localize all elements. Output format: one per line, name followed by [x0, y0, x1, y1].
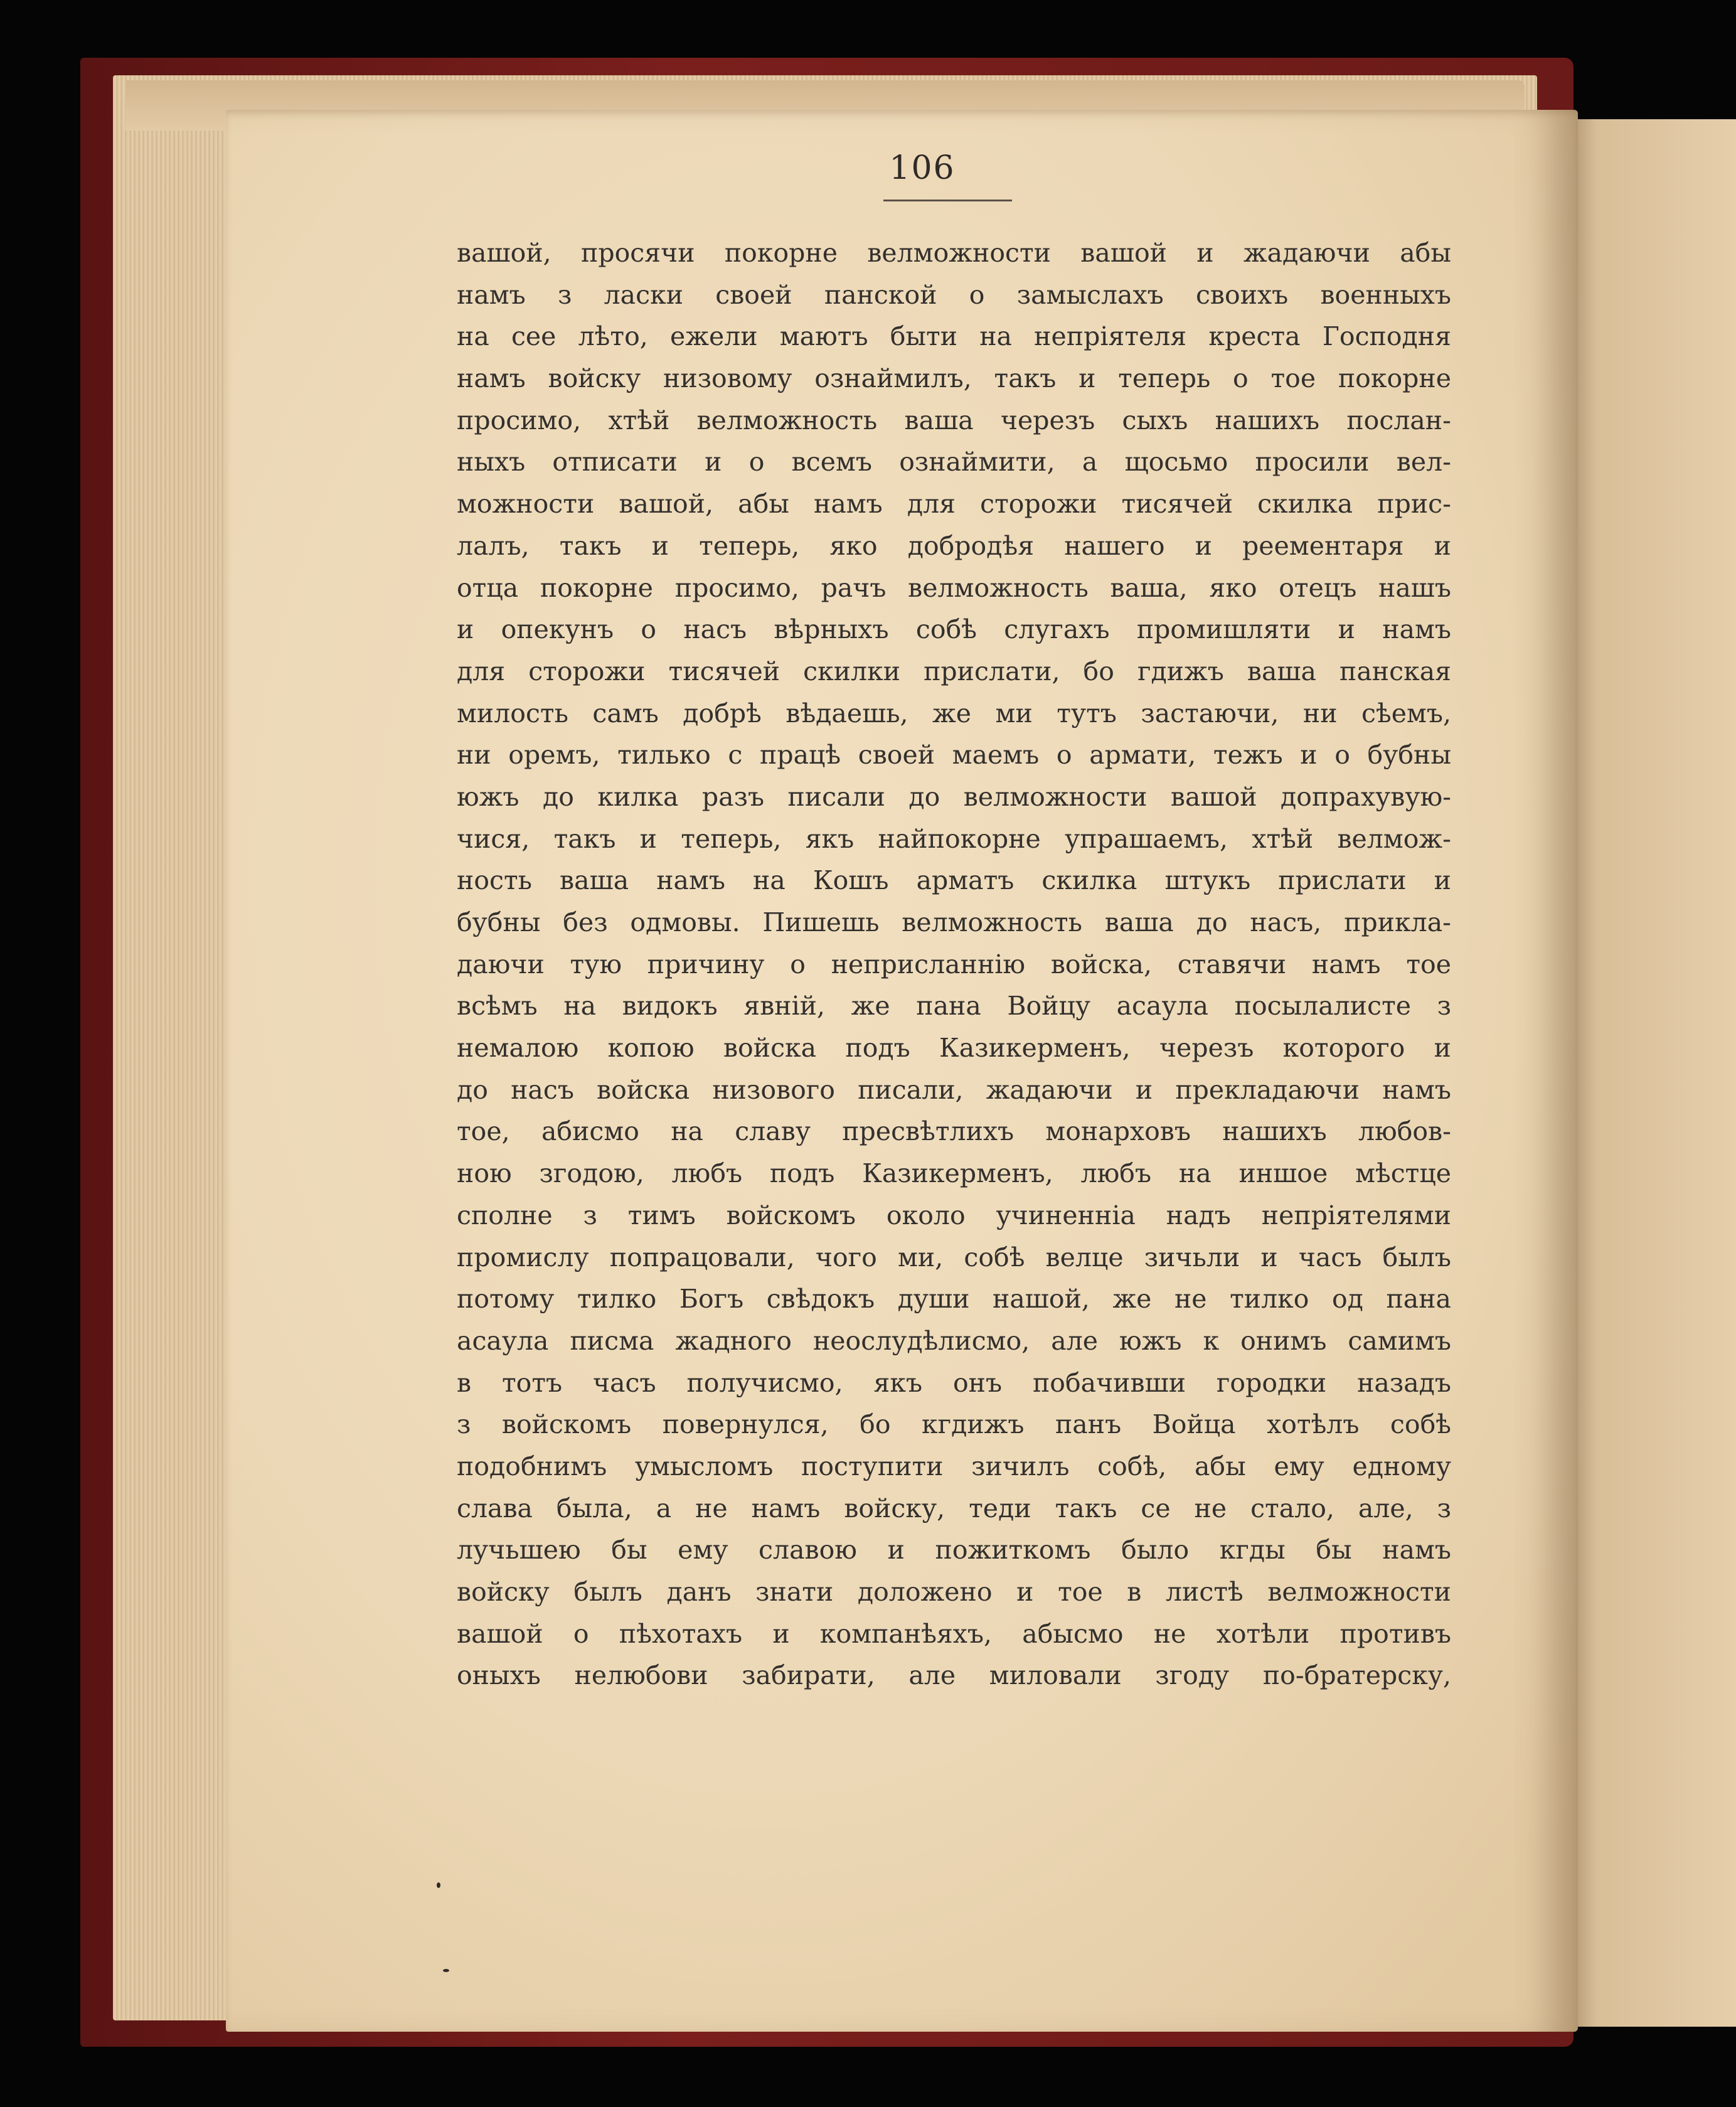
text-line: ность ваша намъ на Кошъ арматъ скилка штукъ прислати и	[457, 865, 1451, 896]
text-line: промислу попрацовали, чого ми, собѣ велце зичьли и часъ былъ	[457, 1242, 1451, 1272]
ink-speck	[443, 1969, 449, 1972]
text-line: асаула писма жадного неослудѣлисмо, але южъ к онимъ самимъ	[457, 1325, 1451, 1356]
text-line: милость самъ добрѣ вѣдаешь, же ми тутъ застаючи, ни сѣемъ,	[457, 698, 1451, 728]
text-line: можности вашой, абы намъ для сторожи тисячей скилка прис-	[457, 489, 1451, 520]
text-line: подобнимъ умысломъ поступити зичилъ собѣ, абы ему едному	[457, 1451, 1451, 1481]
header-rule	[883, 200, 1012, 201]
text-line: слава была, а не намъ войску, теди такъ се не стало, але, з	[457, 1493, 1451, 1523]
text-line: бубны без одмовы. Пишешь велможность ваша до насъ, прикла-	[457, 907, 1451, 937]
text-line: южъ до килка разъ писали до велможности вашой допрахувую-	[457, 781, 1451, 812]
text-line: отца покорне просимо, рачъ велможность ваша, яко отецъ нашъ	[457, 572, 1451, 603]
text-line: намъ войску низовому ознаймилъ, такъ и теперь о тое покорне	[457, 363, 1451, 394]
text-line: ни оремъ, тилько с працѣ своей маемъ о армати, тежъ и о бубны	[457, 740, 1451, 771]
text-line: для сторожи тисячей скилки прислати, бо гдижъ ваша панская	[457, 656, 1451, 686]
text-line: на сее лѣто, ежели маютъ быти на непріятеля креста Господня	[457, 321, 1451, 352]
text-line: з войскомъ повернулся, бо кгдижъ панъ Войца хотѣлъ собѣ	[457, 1409, 1451, 1440]
text-line: чися, такъ и теперь, якъ найпокорне упрашаемъ, хтѣй велмож-	[457, 823, 1451, 854]
text-line: тое, абисмо на славу пресвѣтлихъ монарховъ нашихъ любов-	[457, 1116, 1451, 1147]
text-line: войску былъ данъ знати доложено и тое в листѣ велможности	[457, 1577, 1451, 1607]
text-line: даючи тую причину о неприсланнію войска, ставячи намъ тое	[457, 949, 1451, 979]
text-line: до насъ войска низового писали, жадаючи и прекладаючи намъ	[457, 1074, 1451, 1105]
page-number: 106	[889, 149, 956, 187]
text-line: немалою копою войска подъ Казикерменъ, черезъ которого и	[457, 1033, 1451, 1064]
text-line: лалъ, такъ и теперь, яко добродѣя нашего и реементаря и	[457, 530, 1451, 561]
text-line: ныхъ отписати и о всемъ ознаймити, а щосьмо просили вел-	[457, 447, 1451, 477]
text-line: намъ з ласки своей панской о замыслахъ своихъ военныхъ	[457, 279, 1451, 310]
text-line: просимо, хтѣй велможность ваша черезъ сыхъ нашихъ послан-	[457, 405, 1451, 435]
text-line: в тотъ часъ получисмо, якъ онъ побачивши городки назадъ	[457, 1367, 1451, 1398]
text-line: вашой, просячи покорне велможности вашой и жадаючи абы	[457, 238, 1451, 268]
text-line: сполне з тимъ войскомъ около учиненніа надъ непріятелями	[457, 1200, 1451, 1230]
text-line: лучьшею бы ему славою и пожиткомъ было кгды бы намъ	[457, 1535, 1451, 1566]
text-line: потому тилко Богъ свѣдокъ души нашой, же не тилко од пана	[457, 1284, 1451, 1315]
text-line: ною згодою, любъ подъ Казикерменъ, любъ на иншое мѣстце	[457, 1158, 1451, 1189]
text-line: вашой о пѣхотахъ и компанѣяхъ, абысмо не хотѣли противъ	[457, 1618, 1451, 1649]
text-line: и опекунъ о насъ вѣрныхъ собѣ слугахъ промишляти и намъ	[457, 614, 1451, 645]
facing-page	[1562, 119, 1736, 2027]
page-text	[457, 232, 1451, 1697]
text-line: всѣмъ на видокъ явній, же пана Войцу асаула посылалисте з	[457, 991, 1451, 1021]
ink-speck	[437, 1882, 440, 1888]
text-line: оныхъ нелюбови забирати, але миловали згоду по-братерску,	[457, 1660, 1451, 1691]
